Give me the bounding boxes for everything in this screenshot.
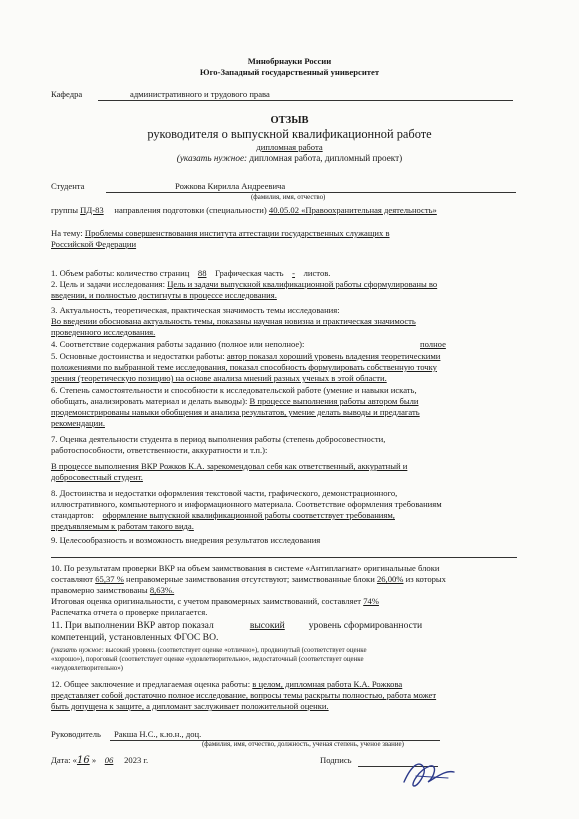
document-subtitle: руководителя о выпускной квалификационной работе [147,127,432,141]
topic-line-2: Российской Федерации [51,239,137,249]
department-underline [98,100,513,101]
item-6-line-2: обобщать, анализировать материал и делать выводы): В процессе выполнения работы автором были [51,396,419,406]
item-1: 1. Объем работы: количество страниц 88 Графическая часть - листов. [51,268,331,278]
item-2-line-1: 2. Цель и задачи исследования: Цель и задачи выпускной квалификационной работы сформулированы во [51,279,438,289]
student-underline [106,192,516,193]
item-5-line-3: зрения (теоретическую позицию) на основе анализа мнений разных ученых в этой области. [51,373,387,383]
item-10-line-1: 10. По результатам проверки ВКР на объем заимствования в системе «Антиплагиат» оригинальные блоки [51,563,440,573]
item-8-line-1: 8. Достоинства и недостатки оформления текстовой части, графического, демонстрационного, [51,488,398,498]
item-2-line-2: введении, и полностью достигнуты в процессе исследования. [51,290,277,300]
item-8-line-2: иллюстративного, компьютерного и информационного материала. Соответствие оформления требованиям [51,499,442,509]
supervisor-label: Руководитель [51,729,101,739]
department-value: административного и трудового права [130,89,270,99]
supervisor-name: Ракша Н.С., к.ю.н., доц. [114,729,202,739]
item-7-line-1: 7. Оценка деятельности студента в период выполнения работы (степень добросовестности, [51,434,386,444]
ministry-header: Минобрнауки России [247,56,332,66]
item-10-line-3: правомерно заимствованы 8,63%. [51,585,175,595]
item-12-line-1: 12. Общее заключение и предлагаемая оценка работы: в целом, дипломная работа К.А. Рожкова [51,679,403,689]
item-4-value: полное [420,339,446,349]
item-8-line-3: стандартов: оформление выпускной квалификационной работы соответствует требованиям, [51,510,395,520]
item-7-line-2: работоспособности, ответственности, аккуратности и т.п.): [51,445,268,455]
item-9-label: 9. Целесообразность и возможность внедрения результатов исследования [51,535,321,545]
department-label: Кафедра [51,89,83,99]
item-7-line-4: добросовестный студент. [51,472,143,482]
item-5-line-2: положениями по выбранной теме исследования, показал способность формулировать собственную точку [51,362,437,372]
item-9-blank-line [51,557,517,558]
date-line: Дата: «16 » 06 2023 г. [51,755,149,766]
signature-label: Подпись [320,755,352,765]
signature-mark [398,756,458,792]
item-3-line-1: Во введении обоснована актуальность темы, показаны научная новизна и практическая значимость [51,316,416,326]
item-6-line-3: продемонстрированы навыки обобщения и анализа результатов, умение делать выводы и предлагать [51,407,420,417]
item-7-line-3: В процессе выполнения ВКР Рожков К.А. зарекомендовал себя как ответственный, аккуратный и [51,461,408,471]
student-name: Рожкова Кирилла Андреевича [175,181,286,191]
item-3-line-2: проведенного исследования. [51,327,156,337]
work-type: дипломная работа [256,142,323,152]
item-10-line-5: Распечатка отчета о проверке прилагается. [51,607,208,617]
group-line: группы ПД-83 направления подготовки (специальности) 40.05.02 «Правоохранительная деятельность» [51,205,437,215]
item-11-hint-2: «хорошо»), пороговый (соответствует оценке «удовлетворительно», недостаточный (соответствует оценке [51,656,364,663]
item-12-line-2: представляет собой достаточно полное исследование, вопросы темы раскрыты полностью, работа может [51,690,437,700]
item-12-line-3: быть допущена к защите, а дипломант заслуживает положительной оценки. [51,701,329,711]
item-11-line-2: компетенций, установленных ФГОС ВО. [51,632,219,643]
university-header: Юго-Западный государственный университет [199,67,380,77]
supervisor-hint: (фамилия, имя, отчество, должность, ученая степень, ученое звание) [202,741,404,748]
item-10-line-4: Итоговая оценка оригинальности, с учетом правомерных заимствований, составляет 74% [51,596,379,606]
item-8-line-4: предъявляемым к работам такого вида. [51,521,194,531]
item-6-line-4: рекомендации. [51,418,105,428]
topic-line-1: На тему: Проблемы совершенствования института аттестации государственных служащих в [51,228,390,238]
item-10-line-2: составляют 65,37 % неправомерные заимствования отсутствуют; заимствованные блоки 26,00% из которых [51,574,446,584]
item-11-line-1: 11. При выполнении ВКР автор показал высокий уровень сформированности [51,620,423,631]
item-5-line-1: 5. Основные достоинства и недостатки работы: автор показал хороший уровень владения теоретическими [51,351,441,361]
item-3-label: 3. Актуальность, теоретическая, практическая значимость темы исследования: [51,305,340,315]
item-11-hint-1: (указать нужное: высокий уровень (соответствует оценке «отлично»), продвинутый (соответствует оценке [51,647,367,654]
student-label: Студента [51,181,85,191]
work-type-hint: (указать нужное: дипломная работа, дипломный проект) [176,153,403,163]
item-4-label: 4. Соответствие содержания работы заданию (полное или неполное): [51,339,305,349]
item-11-hint-3: «неудовлетворительно») [51,665,123,672]
document-title: ОТЗЫВ [270,115,309,126]
student-name-hint: (фамилия, имя, отчество) [251,194,326,201]
item-6-line-1: 6. Степень самостоятельности и способности к исследовательской работе (умение и навыки искать, [51,385,417,395]
